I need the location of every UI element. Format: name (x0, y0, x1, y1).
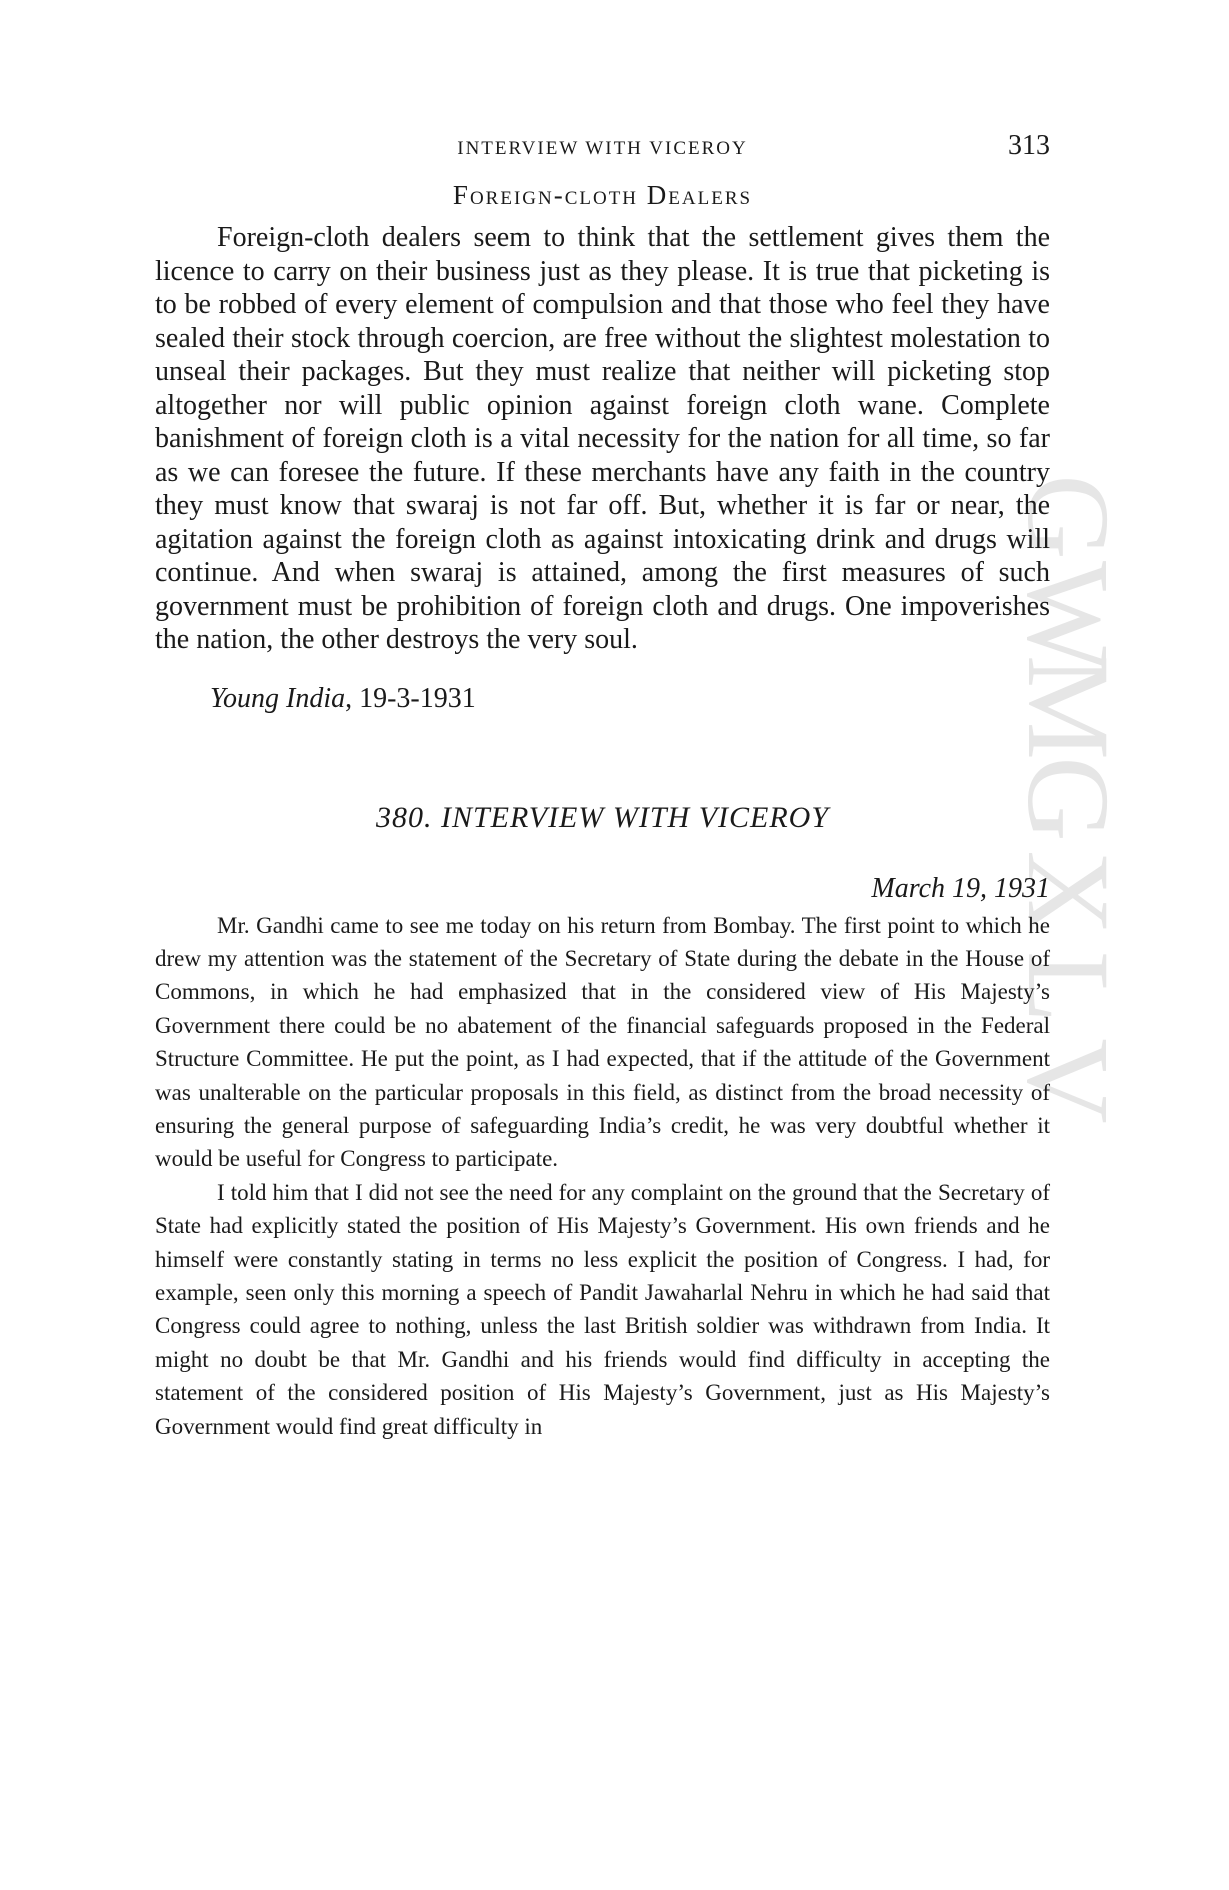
watermark-letter: M (1003, 655, 1134, 760)
source-citation (210, 683, 1050, 715)
section-paragraph: Foreign-cloth dealers seem to think that the settlement gives them the licence to carry on their business just as they please. It is true that picketing is to be robbed of every element of compulsion and that those who feel they have sealed their stock through coercion, are free without the slightest molestation to unseal their packages. But they must realize that neither will picketing stop altogether nor will public opinion against foreign cloth wane. Complete banishment of foreign cloth is a vital necessity for the nation for all time, so far as we can foresee the future. If these merchants have any faith in the country they must know that swaraj is not far off. But, whether it is far or near, the agitation against the foreign cloth as against intoxicating drink and drugs will continue. And when swaraj is attained, among the first measures of such government must be prohibition of foreign cloth and drugs. One impoverishes the nation, the other destroys the very soul. (155, 222, 1050, 655)
book-page (155, 120, 1050, 1443)
section-heading: Foreign-cloth Dealers (452, 180, 753, 210)
document-date: March 19, 1931 (871, 872, 1050, 904)
running-title: INTERVIEW WITH VICEROY (457, 138, 748, 159)
watermark-letter: G (1003, 474, 1134, 560)
document-title: 380. INTERVIEW WITH VICEROY (375, 800, 830, 834)
source-publication: Young India (210, 682, 346, 714)
section-body (155, 221, 1050, 657)
document-paragraph: Mr. Gandhi came to see me today on his return from Bombay. The first point to which he drew my attention was the statement of the Secretary of State during the debate in the House of Commons, in which he had emphasized that in the considered view of His Majesty’s Government there could be no abatement of the financial safeguards proposed in the Federal Structure Committee. He put the point, as I had expected, that if the attitude of the Government was unalterable on the particular proposals in this field, as distinct from the broad necessity of ensuring the general purpose of safeguarding India’s credit, he was very doubtful whether it would be useful for Congress to participate. (155, 912, 1050, 1172)
watermark-letter: L (1003, 950, 1134, 1024)
watermark-letter: W (1003, 561, 1134, 673)
watermark-letter: G (1003, 756, 1134, 842)
source-date: , 19-3-1931 (345, 682, 476, 714)
watermark-letter: V (1003, 1038, 1134, 1124)
document-body (155, 909, 1050, 1444)
page-number: 313 (1008, 130, 1050, 161)
watermark-letter: X (1003, 850, 1134, 936)
running-head (155, 120, 1050, 160)
document-paragraph: I told him that I did not see the need for any complaint on the ground that the Secretary of State had explicitly stated the position of His Majesty’s Government. His own friends and he himself were constantly stating in terms no less explicit the position of Congress. I had, for example, seen only this morning a speech of Pandit Jawaharlal Nehru in which he had said that Congress could agree to nothing, unless the last British soldier was withdrawn from India. It might no doubt be that Mr. Gandhi and his friends would find difficulty in accepting the statement of the considered position of His Majesty’s Government, just as His Majesty’s Government would find great difficulty in (155, 1179, 1050, 1439)
